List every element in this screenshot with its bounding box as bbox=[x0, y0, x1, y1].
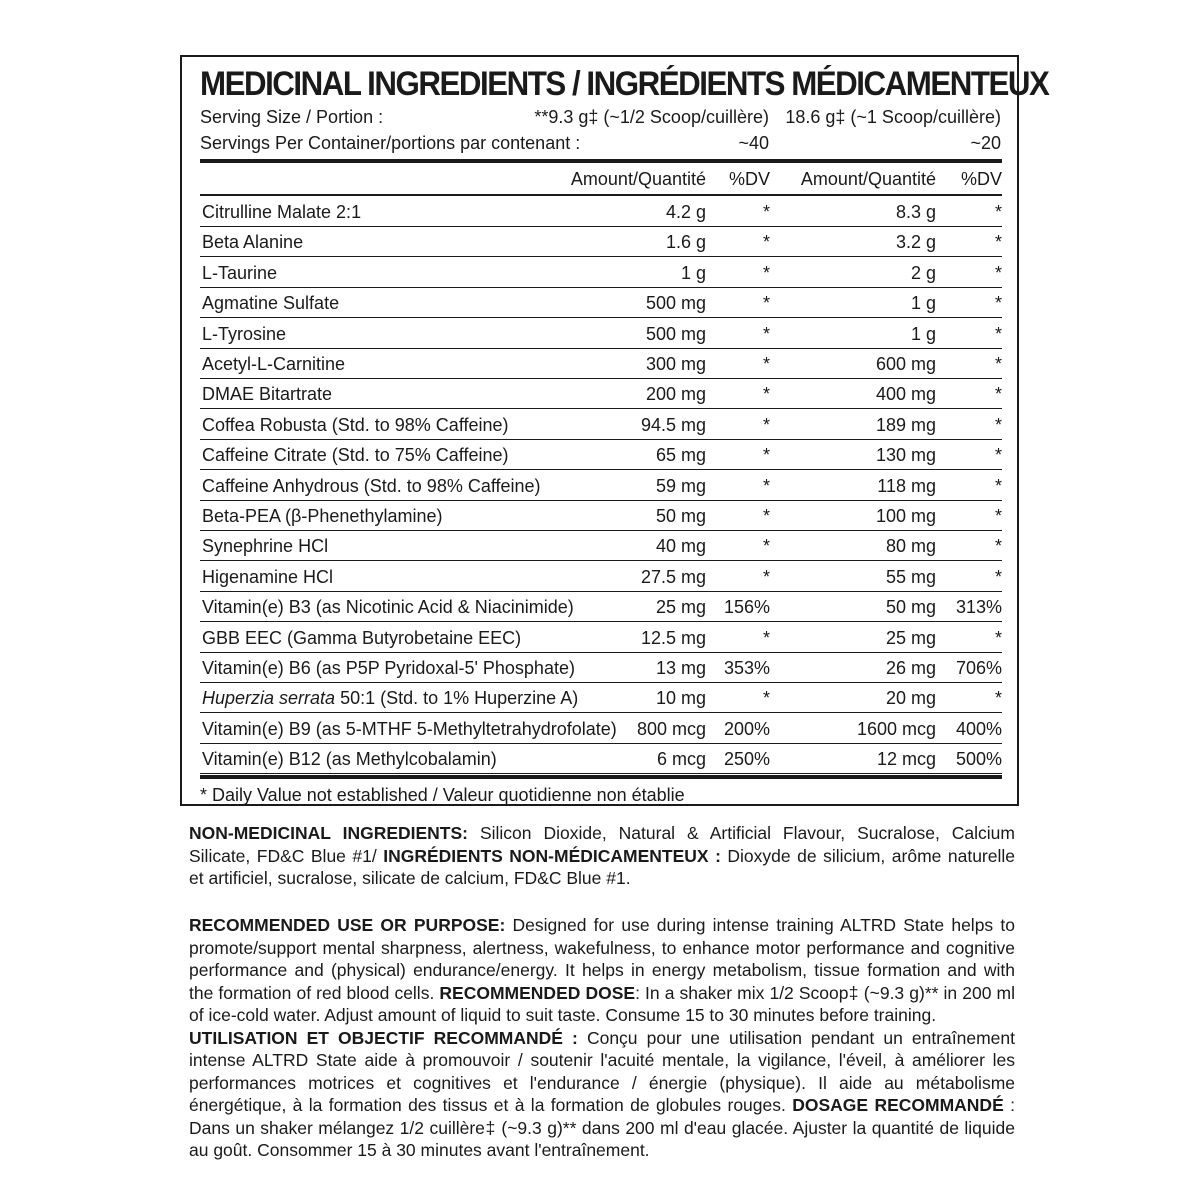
recommended-use-text-fr: Conçu pour une utilisation pendant un entraînement intense ALTRD State aide à promouvoir / soutenir l'acuité mentale, la vigilance, l'éveil, à améliorer les performances motrices et cognitives et l'endurance / énergie (physique). Il aide au métabolisme énergétique, à la formation des tissus et à la formation de globules rouges. bbox=[189, 1027, 1015, 1115]
table-row bbox=[200, 531, 1002, 561]
dv-full: * bbox=[994, 293, 1002, 314]
table-row bbox=[200, 501, 1002, 531]
table-row bbox=[200, 623, 1002, 653]
table-row bbox=[200, 379, 1002, 409]
amount-half: 40 mg bbox=[655, 536, 706, 557]
amount-half: 50 mg bbox=[655, 506, 706, 526]
dv-full: 313% bbox=[955, 597, 1002, 618]
recommended-use-text-en: Designed for use during intense training ALTRD State helps to promote/support mental sharpness, alertness, wakefulness, to enhance motor performance and cognitive performance and (physical) endurance/energy. It helps in energy metabolism, tissue formation and with the formation of red blood cells. bbox=[189, 915, 1015, 1003]
dv-half: * bbox=[762, 384, 770, 405]
table-row bbox=[200, 653, 1002, 683]
dv-half: * bbox=[762, 414, 770, 435]
amount-full: 20 mg bbox=[885, 688, 936, 709]
column-header bbox=[200, 169, 1002, 193]
dv-full: 706% bbox=[955, 658, 1002, 678]
table-row bbox=[200, 258, 1002, 288]
dv-full: * bbox=[994, 688, 1002, 709]
dv-full: * bbox=[994, 566, 1002, 587]
recommended-dose-label-fr: DOSAGE RECOMMANDÉ bbox=[792, 1095, 1004, 1115]
amount-half: 800 mcg bbox=[636, 718, 706, 739]
amount-half: 12.5 mg bbox=[640, 627, 706, 648]
ingredient-name: Beta-PEA (β-Phenethylamine) bbox=[202, 506, 443, 526]
amount-full: 189 mg bbox=[875, 414, 936, 435]
dv-half: 200% bbox=[723, 718, 770, 739]
amount-full: 50 mg bbox=[885, 597, 936, 618]
amount-full: 8.3 g bbox=[895, 202, 936, 222]
dv-half: 250% bbox=[723, 749, 770, 770]
amount-half: 1 g bbox=[680, 262, 706, 283]
amount-half: 500 mg bbox=[645, 293, 706, 314]
ingredient-name: Coffea Robusta (Std. to 98% Caffeine) bbox=[202, 414, 509, 435]
footnote: * Daily Value not established / Valeur quotidienne non établie bbox=[200, 785, 685, 805]
amount-half: 27.5 mg bbox=[640, 566, 706, 587]
amount-half: 6 mcg bbox=[656, 749, 706, 770]
table-row bbox=[200, 592, 1002, 622]
amount-full: 130 mg bbox=[875, 445, 936, 466]
dv-half: * bbox=[762, 475, 770, 496]
ingredient-name: L-Tyrosine bbox=[202, 323, 287, 344]
table-row bbox=[200, 288, 1002, 318]
ingredient-name: L-Taurine bbox=[202, 262, 278, 283]
ingredient-name: Vitamin(e) B12 (as Methylcobalamin) bbox=[202, 749, 497, 770]
dv-full: * bbox=[994, 354, 1002, 374]
table-row bbox=[200, 744, 1002, 774]
ingredient-name-italic: Huperzia serrata bbox=[202, 688, 336, 709]
amount-half: 1.6 g bbox=[665, 232, 706, 253]
table-row bbox=[200, 349, 1002, 379]
ingredient-name: Caffeine Citrate (Std. to 75% Caffeine) bbox=[202, 445, 509, 466]
panel-title: MEDICINAL INGREDIENTS / INGRÉDIENTS MÉDICAMENTEUX bbox=[200, 65, 1049, 103]
header-divider bbox=[200, 194, 1002, 196]
dv-full: * bbox=[994, 536, 1002, 557]
servings-per-container-label: Servings Per Container/portions par contenant : bbox=[200, 133, 581, 153]
table-row bbox=[200, 714, 1002, 744]
servings-per-container-full: ~20 bbox=[970, 133, 1001, 153]
table-row bbox=[200, 440, 1002, 470]
amount-half: 94.5 mg bbox=[640, 414, 706, 435]
dv-full: * bbox=[994, 384, 1002, 405]
dv-half: * bbox=[762, 202, 770, 222]
medicinal-ingredients-panel bbox=[180, 55, 1049, 806]
ingredient-name: GBB EEC (Gamma Butyrobetaine EEC) bbox=[202, 627, 522, 648]
dv-half: * bbox=[762, 536, 770, 557]
dv-half: * bbox=[762, 688, 770, 709]
dv-full: * bbox=[994, 627, 1002, 648]
table-row bbox=[200, 319, 1002, 349]
non-medicinal-text-fr: Dioxyde de silicium, arôme naturelle et artificiel, sucralose, silicate de calcium, FD&C Blue #1. bbox=[189, 845, 1015, 888]
dv-half: * bbox=[762, 354, 770, 374]
ingredient-name: Vitamin(e) B3 (as Nicotinic Acid & Niacinimide) bbox=[202, 597, 574, 618]
ingredient-name: Beta Alanine bbox=[202, 232, 304, 253]
amount-full: 3.2 g bbox=[895, 232, 936, 253]
recommended-use bbox=[189, 914, 1015, 1162]
ingredient-name: DMAE Bitartrate bbox=[202, 384, 333, 405]
dv-half: * bbox=[762, 232, 770, 253]
dv-full: * bbox=[994, 262, 1002, 283]
ingredient-name: Acetyl-L-Carnitine bbox=[202, 354, 346, 374]
amount-half: 10 mg bbox=[655, 688, 706, 709]
amount-full: 25 mg bbox=[885, 627, 936, 648]
recommended-dose-label-en: RECOMMENDED DOSE bbox=[439, 982, 636, 1003]
dv-full: * bbox=[994, 323, 1002, 344]
amount-half: 200 mg bbox=[645, 384, 706, 405]
dv-half: * bbox=[762, 627, 770, 648]
ingredient-name: Caffeine Anhydrous (Std. to 98% Caffeine) bbox=[202, 475, 541, 496]
amount-half: 13 mg bbox=[655, 658, 706, 678]
amount-full: 26 mg bbox=[885, 658, 936, 678]
thick-divider bbox=[200, 159, 1002, 163]
dv-half: 156% bbox=[723, 597, 770, 618]
non-medicinal-label-en: NON-MEDICINAL INGREDIENTS: bbox=[189, 823, 468, 843]
table-row bbox=[200, 197, 1002, 227]
thick-divider-bottom bbox=[200, 775, 1002, 779]
ingredient-name: Synephrine HCl bbox=[202, 536, 329, 557]
recommended-dose-text-fr: : Dans un shaker mélangez 1/2 cuillère‡ (~9.3 g)** dans 200 ml d'eau glacée. Ajuster la quantité de liquide au goût. Consommer 15 à 30 minutes avant l'entraînement. bbox=[189, 1095, 1015, 1160]
dv-full: * bbox=[994, 506, 1002, 526]
amount-full: 118 mg bbox=[877, 475, 936, 496]
ingredient-name: Vitamin(e) B9 (as 5-MTHF 5-Methyltetrahydrofolate) bbox=[202, 718, 617, 739]
serving-size-half: **9.3 g‡ (~1/2 Scoop/cuillère) bbox=[534, 107, 769, 127]
ingredient-name: Agmatine Sulfate bbox=[202, 293, 340, 314]
table-row bbox=[200, 227, 1002, 257]
dv-full: * bbox=[994, 475, 1002, 496]
table-row bbox=[200, 683, 1002, 713]
amount-full: 1600 mcg bbox=[856, 718, 936, 739]
dv-full: * bbox=[994, 232, 1002, 253]
ingredient-name bbox=[202, 688, 578, 709]
dv-header-full: %DV bbox=[960, 169, 1002, 189]
servings-per-container-half: ~40 bbox=[738, 133, 769, 153]
amount-half: 65 mg bbox=[655, 445, 706, 466]
non-medicinal-ingredients bbox=[189, 822, 1015, 890]
dv-half: * bbox=[762, 323, 770, 344]
ingredient-name-rest: 50:1 (Std. to 1% Huperzine A) bbox=[335, 688, 579, 709]
dv-full: 400% bbox=[955, 718, 1002, 739]
recommended-dose-text-en: : In a shaker mix 1/2 Scoop‡ (~9.3 g)** in 200 ml of ice-cold water. Adjust amount of liquid to suit taste. Consume 15 to 30 minutes before training. bbox=[189, 982, 1015, 1025]
dv-full: * bbox=[994, 414, 1002, 435]
table-row bbox=[200, 562, 1002, 592]
ingredient-name: Higenamine HCl bbox=[202, 566, 334, 587]
ingredient-name: Citrulline Malate 2:1 bbox=[202, 202, 362, 222]
dv-full: 500% bbox=[955, 749, 1002, 770]
dv-half: * bbox=[762, 293, 770, 314]
recommended-use-label-fr: UTILISATION ET OBJECTIF RECOMMANDÉ : bbox=[189, 1027, 578, 1048]
dv-header-half: %DV bbox=[728, 169, 770, 189]
amount-half: 59 mg bbox=[655, 475, 706, 496]
dv-half: * bbox=[762, 566, 770, 587]
serving-size-label: Serving Size / Portion : bbox=[200, 107, 384, 127]
amount-half: 500 mg bbox=[645, 323, 706, 344]
amount-full: 55 mg bbox=[885, 566, 936, 587]
amount-half: 25 mg bbox=[655, 597, 706, 618]
table-row bbox=[200, 410, 1002, 440]
dv-half: * bbox=[762, 262, 770, 283]
amount-full: 2 g bbox=[910, 262, 936, 283]
amount-full: 400 mg bbox=[875, 384, 936, 405]
non-medicinal-text-en: Silicon Dioxide, Natural & Artificial Flavour, Sucralose, Calcium Silicate, FD&C Blue #1/ bbox=[189, 823, 1015, 866]
dv-half: 353% bbox=[723, 658, 770, 678]
dv-half: * bbox=[762, 445, 770, 466]
amount-half: 300 mg bbox=[645, 354, 706, 374]
dv-full: * bbox=[994, 445, 1002, 466]
serving-size-full: 18.6 g‡ (~1 Scoop/cuillère) bbox=[785, 107, 1001, 127]
dv-full: * bbox=[994, 202, 1002, 222]
table-row bbox=[200, 471, 1002, 501]
amount-header-half: Amount/Quantité bbox=[570, 169, 706, 189]
amount-half: 4.2 g bbox=[665, 202, 706, 222]
recommended-use-label-en: RECOMMENDED USE OR PURPOSE: bbox=[189, 915, 506, 935]
amount-header-full: Amount/Quantité bbox=[800, 169, 936, 189]
dv-half: * bbox=[762, 506, 770, 526]
amount-full: 80 mg bbox=[885, 536, 936, 557]
amount-full: 600 mg bbox=[875, 354, 936, 374]
amount-full: 100 mg bbox=[875, 506, 936, 526]
ingredient-name: Vitamin(e) B6 (as P5P Pyridoxal-5' Phosphate) bbox=[202, 658, 575, 678]
non-medicinal-label-fr: INGRÉDIENTS NON-MÉDICAMENTEUX : bbox=[383, 845, 721, 866]
amount-full: 1 g bbox=[910, 323, 936, 344]
amount-full: 12 mcg bbox=[876, 749, 936, 770]
amount-full: 1 g bbox=[910, 293, 936, 314]
